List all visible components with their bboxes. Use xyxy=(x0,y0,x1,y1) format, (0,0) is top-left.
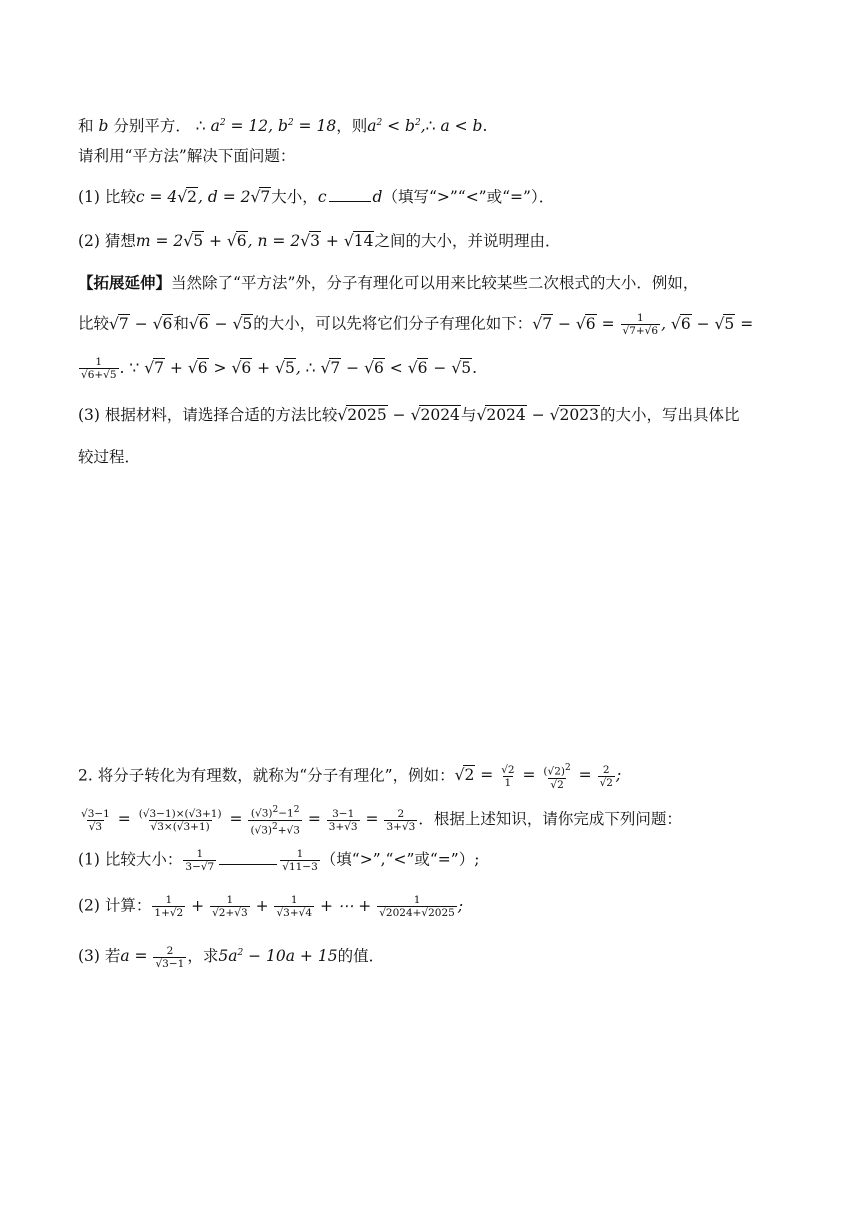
problem-2-question-2: (2) 计算： $\frac{1}{1+√2}$ + $\frac{1}{√2+√3}$ + $\frac{1}{√3+√4}$ + ⋯ + $\frac{1}{√2024+√2025}$ ; xyxy=(78,894,464,919)
text-segment: 分别平方． xyxy=(113,117,191,136)
problem-2-example: $\frac{√3-1}{√3}$ = $\frac{(√3-1)\times(√3+1)}{√3\times(√3+1)}$ = $\frac{(√3)^2-1^2}{(√3)^2+√3}$ = $\frac{3-1}{3+√3}$ = $\frac{2}{3+√3}$ ．根据上述知识，请你完成下列问题： xyxy=(81,805,682,836)
problem-2-intro: 2. 将分子转化为有理数，就称为“分子有理化”，例如：√2 = $\frac{√2}{1}$ = $\frac{(√2)^2}{√2}$ = $\frac{2}{√2}$ ; xyxy=(78,763,622,791)
text-segment: 的值． xyxy=(337,947,385,966)
answer-blank[interactable] xyxy=(219,850,277,865)
text-segment: 与 xyxy=(460,406,477,424)
question-3: (3) 根据材料，请选择合适的方法比较√2025 − √2024与√2024 − √2023的大小，写出具体比 xyxy=(78,406,740,424)
text-segment: ，求 xyxy=(187,947,219,966)
extension-line-3: $\frac{1}{√6+√5}$ . ∵ √7 + √6 > √6 + √5, ∴ √7 − √6 < √6 − √5. xyxy=(81,356,478,381)
problem-2-question-3: (3) 若a = $\frac{2}{√3-1}$ ，求$5a^2 - 10a + 15$的值． xyxy=(78,944,385,970)
text-segment: 比较 xyxy=(78,314,110,333)
text-segment: 和 xyxy=(78,117,94,136)
text-segment: ．根据上述知识，请你完成下列问题： xyxy=(418,810,682,828)
answer-blank[interactable] xyxy=(329,187,371,202)
text-line-squares: 和 b 分别平方． ∴ $a^2 = 12$, $b^2 = 18$，则$a^2$ < $b^2,\therefore$ a < b. xyxy=(78,117,488,136)
question-label: (2) 计算： xyxy=(78,896,152,915)
text-segment: ，则 xyxy=(336,117,368,136)
extension-line-2: 比较√7 − √6和√6 − √5的大小，可以先将它们分子有理化如下：√7 − √6 = $\frac{1}{√7+√6}$ , √6 − √5 = xyxy=(78,312,754,337)
question-label: (2) 猜想 xyxy=(78,232,136,250)
question-label: (1) 比较 xyxy=(78,188,136,206)
text-segment: 之间的大小，并说明理由． xyxy=(374,232,561,250)
text-segment: （填“>”,“<”或“=”）; xyxy=(320,850,480,869)
question-2: (2) 猜想m = 2√5 + √6, n = 2√3 + √14之间的大小，并说明理由． xyxy=(78,232,561,250)
question-label: (3) 根据材料，请选择合适的方法比较 xyxy=(78,406,338,424)
intro-line: 请利用“平方法”解决下面问题： xyxy=(78,147,296,165)
text-segment: 大小， xyxy=(271,188,318,206)
section-heading: 【拓展延伸】 xyxy=(78,273,172,292)
text-segment: 2. 将分子转化为有理数，就称为“分子有理化”，例如： xyxy=(78,766,455,785)
text-segment: 的大小，写出具体比 xyxy=(599,406,740,424)
question-1: (1) 比较c = 4√2, d = 2√7大小，c d（填写“>”“<”或“=”）． xyxy=(78,188,555,206)
text-segment: 当然除了“平方法”外，分子有理化可以用来比较某些二次根式的大小．例如， xyxy=(171,274,699,292)
question-label: (1) 比较大小： xyxy=(78,850,183,869)
extension-line-1 xyxy=(78,272,698,294)
text-segment: 的大小，可以先将它们分子有理化如下： xyxy=(253,314,533,333)
problem-2-question-1: (1) 比较大小： $\frac{1}{3-√7}$ $\frac{1}{√11-3}$ （填“>”,“<”或“=”）; xyxy=(78,848,480,873)
question-3-line-2: 较过程． xyxy=(78,448,141,466)
text-segment: （填写“>”“<”或“=”）． xyxy=(382,188,555,206)
question-label: (3) 若 xyxy=(78,947,121,966)
text-segment: 和 xyxy=(173,314,189,333)
